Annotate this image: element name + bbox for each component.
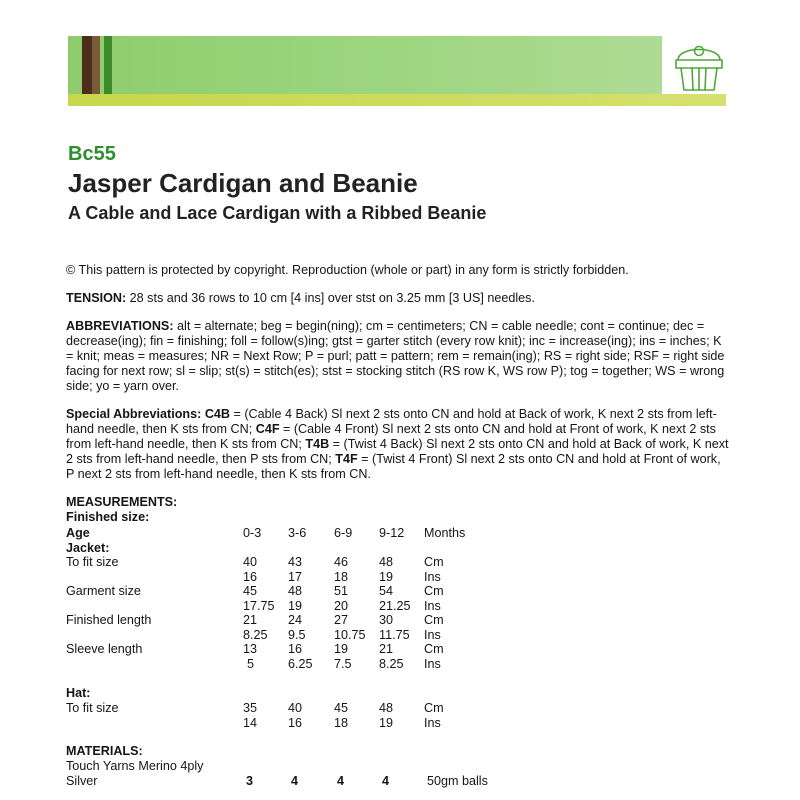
cm-value: 30 [379, 613, 394, 627]
hat-label: Hat: [66, 686, 91, 700]
ins-value: 5 [247, 657, 255, 671]
quantity-value: 4 [382, 774, 390, 788]
age-label: Age [66, 526, 90, 540]
cm-unit: Cm [424, 613, 444, 627]
t4f-label: T4F [335, 452, 358, 466]
special-abbreviations-paragraph [66, 407, 730, 482]
c4b-text: = (Cable 4 Back) Sl next 2 sts onto CN and hold at Back of work, K next 2 sts from left-hand needle, then K sts from CN; [66, 407, 717, 436]
pattern-code: Bc55 [68, 143, 116, 165]
cm-value: 40 [243, 555, 258, 569]
cm-value: 16 [288, 642, 303, 656]
cm-value: 48 [379, 555, 394, 569]
cm-value: 40 [288, 701, 303, 715]
abbreviations-text: alt = alternate; beg = begin(ning); cm = centimeters; CN = cable needle; cont = continue; dec = decrease(ing); fin = finishing; foll = follow(s)ing; gtst = garter stitch (every row knit); inc = increase(ing); ins = inches; K = knit; meas = measures; NR = Next Row; P = purl; patt = pattern; rem = remain(ing); RS = right side; RSF = right side facing for next row; sl = slip; st(s) = stitch(es); stst = stocking stitch (RS row K, WS row P); tog = together; WS = wrong side; yo = yarn over. [66, 319, 725, 393]
special-abbreviations-label: Special Abbreviations: [66, 407, 202, 421]
row-label: Sleeve length [66, 642, 143, 656]
ins-unit: Ins [424, 570, 441, 584]
banner-green-panel [68, 36, 662, 94]
jacket-label: Jacket: [66, 541, 110, 555]
abbreviations-paragraph [66, 319, 730, 394]
cm-value: 54 [379, 584, 394, 598]
c4f-label: C4F [255, 422, 280, 436]
cm-value: 19 [334, 642, 349, 656]
ins-value: 21.25 [379, 599, 411, 613]
ins-unit: Ins [424, 599, 441, 613]
ins-value: 9.5 [288, 628, 306, 642]
ins-unit: Ins [424, 628, 441, 642]
cm-value: 45 [334, 701, 349, 715]
age-value: 9-12 [379, 526, 405, 540]
t4b-label: T4B [305, 437, 330, 451]
ins-value: 8.25 [243, 628, 268, 642]
ins-value: 19 [288, 599, 303, 613]
cm-value: 35 [243, 701, 258, 715]
t4f-text: = (Twist 4 Front) Sl next 2 sts onto CN and hold at Front of work, P next 2 sts from left-hand needle, then K sts from CN. [66, 452, 721, 481]
materials-heading: MATERIALS: [66, 744, 143, 758]
cm-unit: Cm [424, 584, 444, 598]
banner-stripe-dark-brown [82, 36, 92, 94]
banner-stripe-green [104, 36, 112, 94]
cm-value: 45 [243, 584, 258, 598]
cm-value: 21 [243, 613, 258, 627]
cm-value: 46 [334, 555, 349, 569]
cm-value: 13 [243, 642, 258, 656]
quantity-value: 3 [246, 774, 254, 788]
beanie-hat-icon [672, 38, 726, 94]
age-value: 6-9 [334, 526, 353, 540]
ins-value: 16 [243, 570, 258, 584]
banner-bottom-bar [68, 94, 726, 106]
ins-unit: Ins [424, 657, 441, 671]
cm-value: 48 [379, 701, 394, 715]
cm-value: 51 [334, 584, 349, 598]
cm-value: 24 [288, 613, 303, 627]
ins-value: 16 [288, 716, 303, 730]
cm-value: 27 [334, 613, 349, 627]
c4f-text: = (Cable 4 Front) Sl next 2 sts onto CN and hold at Front of work, K next 2 sts from left-hand needle, then K sts from CN; [66, 422, 716, 451]
measurements-heading: MEASUREMENTS: [66, 495, 178, 509]
quantity-value: 4 [337, 774, 345, 788]
cm-value: 21 [379, 642, 394, 656]
quantity-value: 4 [291, 774, 299, 788]
ins-value: 8.25 [379, 657, 404, 671]
cm-unit: Cm [424, 555, 444, 569]
cm-value: 43 [288, 555, 303, 569]
page-subtitle: A Cable and Lace Cardigan with a Ribbed Beanie [68, 203, 487, 223]
ins-value: 7.5 [334, 657, 352, 671]
ins-value: 19 [379, 570, 394, 584]
ins-unit: Ins [424, 716, 441, 730]
banner-stripe-brown [92, 36, 100, 94]
cm-unit: Cm [424, 642, 444, 656]
age-value: 0-3 [243, 526, 262, 540]
c4b-label: C4B [204, 407, 231, 421]
finished-size-label: Finished size: [66, 510, 150, 524]
row-label: Finished length [66, 613, 152, 627]
header-banner [68, 36, 726, 108]
age-unit: Months [424, 526, 466, 540]
tension-text: 28 sts and 36 rows to 10 cm [4 ins] over stst on 3.25 mm [3 US] needles. [126, 291, 535, 305]
ins-value: 20 [334, 599, 349, 613]
cm-unit: Cm [424, 701, 444, 715]
tension-paragraph [66, 291, 730, 306]
row-label: To fit size [66, 701, 119, 715]
ins-value: 11.75 [379, 628, 410, 642]
abbreviations-label: ABBREVIATIONS: [66, 319, 174, 333]
cm-value: 48 [288, 584, 303, 598]
age-value: 3-6 [288, 526, 307, 540]
ins-value: 6.25 [288, 657, 313, 671]
row-label: Garment size [66, 584, 141, 598]
t4b-text: = (Twist 4 Back) Sl next 2 sts onto CN and hold at Back of work, K next 2 sts from left-hand needle, then P sts from CN; [66, 437, 729, 466]
ins-value: 17 [288, 570, 303, 584]
ins-value: 18 [334, 716, 349, 730]
ins-value: 17.75 [243, 599, 275, 613]
tension-label: TENSION: [66, 291, 127, 305]
ins-value: 18 [334, 570, 349, 584]
ins-value: 14 [243, 716, 258, 730]
yarn-colour: Silver [66, 774, 98, 788]
ins-value: 19 [379, 716, 394, 730]
ins-value: 10.75 [334, 628, 366, 642]
page-title: Jasper Cardigan and Beanie [68, 168, 418, 198]
row-label: To fit size [66, 555, 119, 569]
yarn-name: Touch Yarns Merino 4ply [66, 759, 204, 773]
copyright-notice: © This pattern is protected by copyright. Reproduction (whole or part) in any form is strictly forbidden. [66, 263, 629, 277]
quantity-unit: 50gm balls [427, 774, 488, 788]
